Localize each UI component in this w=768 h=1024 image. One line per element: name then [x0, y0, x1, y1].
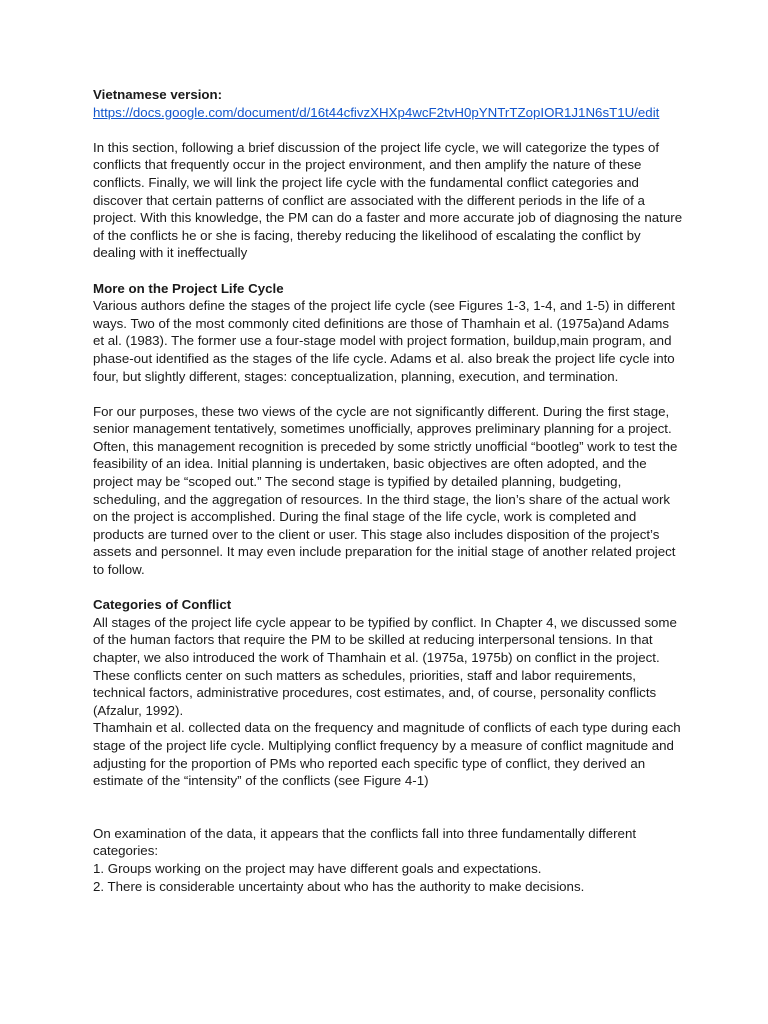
section-heading-categories: Categories of Conflict: [93, 597, 232, 613]
categories-paragraph-2: Thamhain et al. collected data on the frequency and magnitude of conflicts of each type during each stage of the project life cycle. Multiplying conflict frequency by a measure of conflict magnitude and adjusting for the proportion of PMs who reported each specific type of conflict, they derived an estimate of the “intensity” of the conflicts (see Figure 4-1): [93, 720, 681, 789]
spacer: [93, 121, 683, 139]
list-item: 1. Groups working on the project may have different goals and expectations.: [93, 860, 542, 876]
intro-paragraph: In this section, following a brief discussion of the project life cycle, we will categorize the types of conflicts that frequently occur in the project environment, and then amplify the nature of these conflicts. Finally, we will link the project life cycle with the fundamental conflict categories and discover that certain patterns of conflict are associated with the different periods in the life of a project. With this knowledge, the PM can do a faster and more accurate job of diagnosing the nature of the conflicts he or she is facing, thereby reducing the likelihood of escalating the conflict by dealing with it ineffectually: [93, 139, 683, 261]
version-label: Vietnamese version:: [93, 87, 223, 102]
spacer: [93, 790, 683, 825]
categories-paragraph-1: All stages of the project life cycle appear to be typified by conflict. In Chapter 4, we discussed some of the human factors that require the PM to be skilled at reducing interpersonal tensions. In that chapter, we also introduced the work of Thamhain et al. (1975a, 1975b) on conflict in the project. These conflicts center on such matters as schedules, priorities, staff and labor requirements, technical factors, administrative procedures, cost estimates, and, of course, personality conflicts (Afzalur, 1992).: [93, 614, 677, 718]
spacer: [93, 262, 683, 280]
categories-paragraph-3: On examination of the data, it appears that the conflicts fall into three fundamentally different categories:: [93, 825, 637, 859]
document-link[interactable]: https://docs.google.com/document/d/16t44cfivzXHXp4wcF2tvH0pYNTrTZopIOR1J1N6sT1U/edit: [93, 104, 660, 120]
list-item: 2. There is considerable uncertainty about who has the authority to make decisions.: [93, 878, 585, 894]
life-cycle-paragraph-1: Various authors define the stages of the project life cycle (see Figures 1-3, 1-4, and 1-5) in different ways. Two of the most commonly cited definitions are those of Thamhain et al. (1975a)and Adams et al. (1983). The former use a four-stage model with project formation, buildup,main program, and phase-out identified as the stages of the life cycle. Adams et al. also break the project life cycle into four, but slightly different, stages: conceptualization, planning, execution, and termination.: [93, 298, 675, 384]
spacer: [93, 385, 683, 403]
life-cycle-paragraph-2: For our purposes, these two views of the cycle are not significantly different. During the first stage, senior management tentatively, sometimes unofficially, approves preliminary planning for a project. Often, this management recognition is preceded by some strictly unofficial “bootleg” work to test the feasibility of an idea. Initial planning is undertaken, basic objectives are often adopted, and the project may be “scoped out.” The second stage is typified by detailed planning, budgeting, scheduling, and the aggregation of resources. In the third stage, the lion’s share of the actual work on the project is accomplished. During the final stage of the life cycle, work is completed and products are turned over to the client or user. This stage also includes disposition of the project’s assets and personnel. It may even include preparation for the initial stage of another related project to follow.: [93, 403, 678, 578]
spacer: [93, 579, 683, 597]
document-page: [93, 86, 683, 895]
section-heading-life-cycle: More on the Project Life Cycle: [93, 280, 284, 296]
